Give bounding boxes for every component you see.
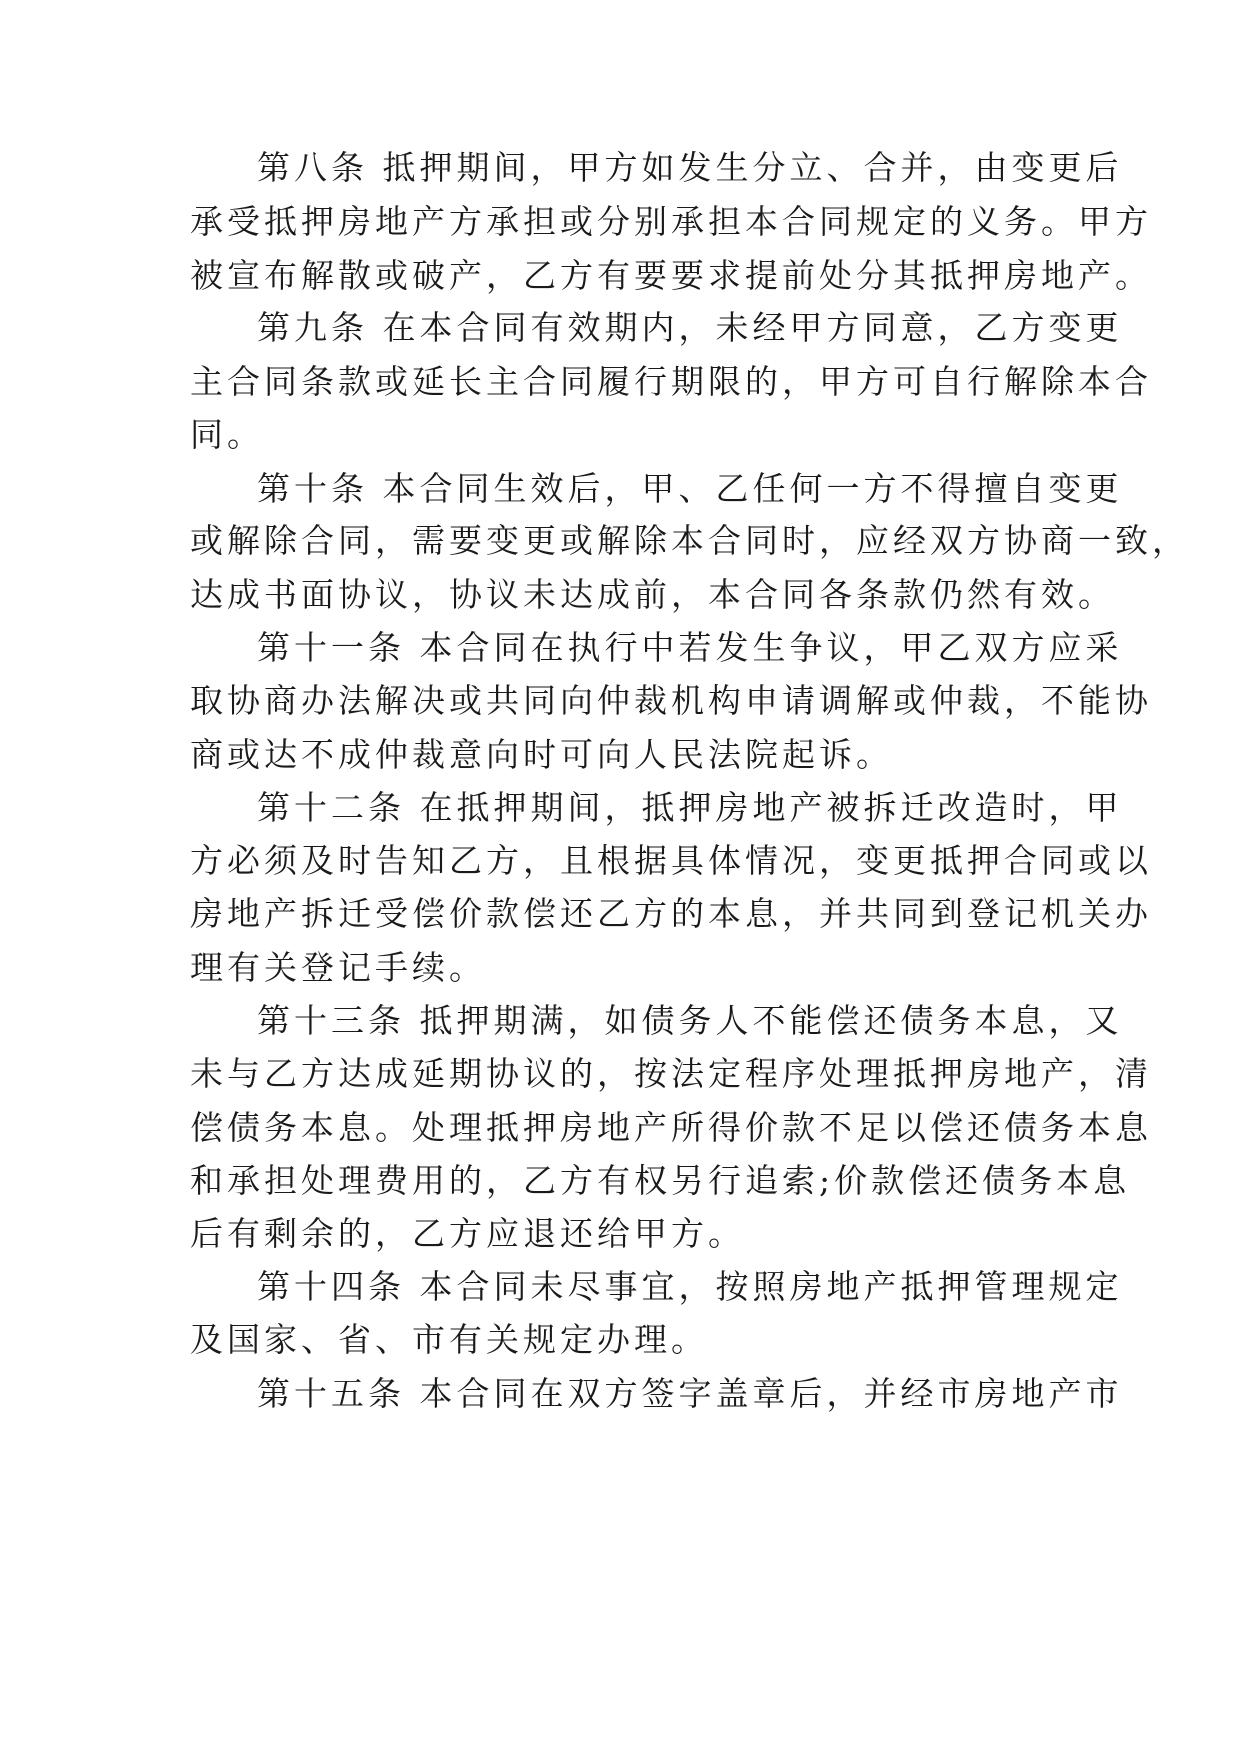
article-12-line-1: 第十二条 在抵押期间，抵押房地产被拆迁改造时，甲 <box>257 788 1123 827</box>
article-12-line-4: 理有关登记手续。 <box>190 948 486 987</box>
article-8-line-2: 承受抵押房地产方承担或分别承担本合同规定的义务。甲方 <box>190 202 1152 241</box>
article-10-line-3: 达成书面协议，协议未达成前，本合同各条款仍然有效。 <box>190 575 1115 614</box>
article-11-line-3: 商或达不成仲裁意向时可向人民法院起诉。 <box>190 735 893 774</box>
article-13-line-1: 第十三条 抵押期满，如债务人不能偿还债务本息，又 <box>257 1001 1123 1040</box>
article-14-line-2: 及国家、省、市有关规定办理。 <box>190 1320 708 1359</box>
article-11-line-1: 第十一条 本合同在执行中若发生争议，甲乙双方应采 <box>257 628 1123 667</box>
article-8-line-3: 被宣布解散或破产，乙方有要要求提前处分其抵押房地产。 <box>190 256 1152 295</box>
article-13-line-3: 偿债务本息。处理抵押房地产所得价款不足以偿还债务本息 <box>190 1108 1152 1147</box>
article-11-line-2: 取协商办法解决或共同向仲裁机构申请调解或仲裁，不能协 <box>190 681 1152 720</box>
article-9-line-2: 主合同条款或延长主合同履行期限的，甲方可自行解除本合 <box>190 362 1152 401</box>
article-13-line-5: 后有剩余的，乙方应退还给甲方。 <box>190 1214 745 1253</box>
article-12-line-3: 房地产拆迁受偿价款偿还乙方的本息，并共同到登记机关办 <box>190 894 1152 933</box>
article-12-line-2: 方必须及时告知乙方，且根据具体情况，变更抵押合同或以 <box>190 841 1152 880</box>
article-9-line-3: 同。 <box>190 415 264 454</box>
article-14-line-1: 第十四条 本合同未尽事宜，按照房地产抵押管理规定 <box>257 1267 1123 1306</box>
article-15-line-1: 第十五条 本合同在双方签字盖章后，并经市房地产市 <box>257 1374 1123 1413</box>
article-13-line-2: 未与乙方达成延期协议的，按法定程序处理抵押房地产，清 <box>190 1054 1152 1093</box>
article-10-line-2: 或解除合同，需要变更或解除本合同时，应经双方协商一致， <box>190 521 1189 560</box>
article-10-line-1: 第十条 本合同生效后，甲、乙任何一方不得擅自变更 <box>257 469 1123 508</box>
article-13-line-4: 和承担处理费用的，乙方有权另行追索;价款偿还债务本息 <box>190 1161 1131 1200</box>
article-8-line-1: 第八条 抵押期间，甲方如发生分立、合并，由变更后 <box>257 148 1123 187</box>
article-9-line-1: 第九条 在本合同有效期内，未经甲方同意，乙方变更 <box>257 308 1123 347</box>
